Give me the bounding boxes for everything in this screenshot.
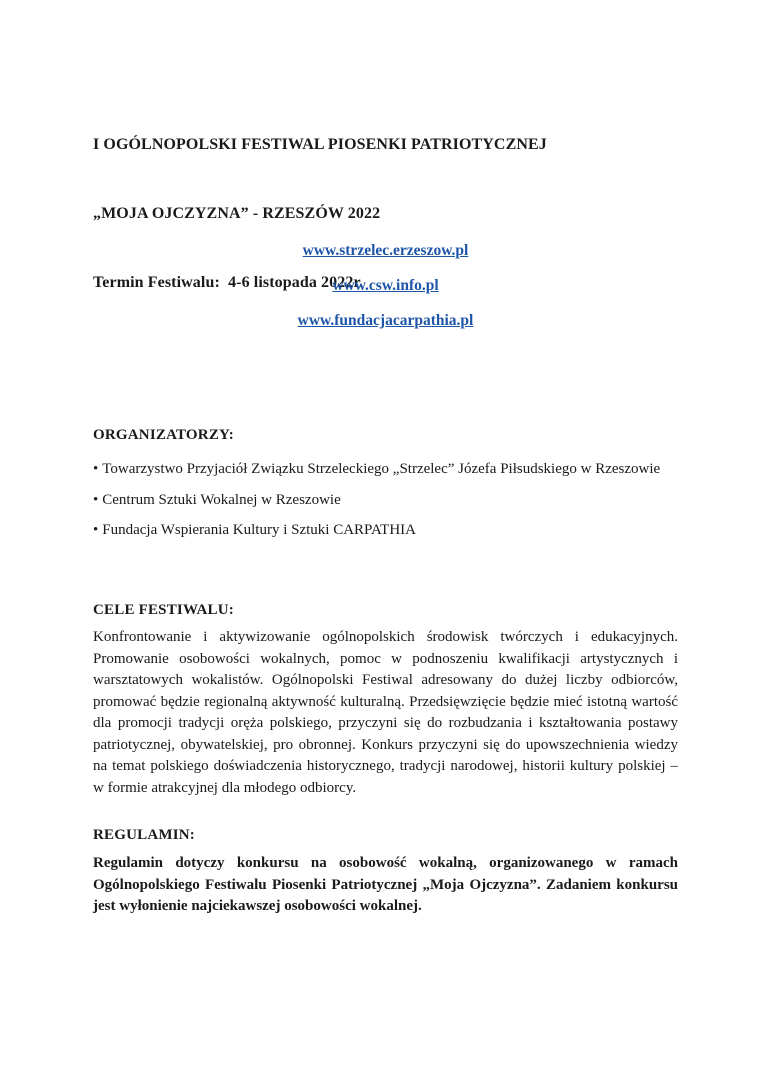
link-row: [93, 311, 678, 331]
organizer-item-text: Fundacja Wspierania Kultury i Sztuki CARPATHIA: [102, 522, 416, 538]
regulations-paragraph: Regulamin dotyczy konkursu na osobowość wokalną, organizowanego w ramach Ogólnopolskiego Festiwalu Piosenki Patriotycznej „Moja Ojczyzna”. Zadaniem konkursu jest wyłonienie najciekawszej osobowości wokalnej.: [93, 855, 678, 914]
organizer-item: [93, 490, 678, 512]
link-strzelec[interactable]: www.strzelec.erzeszow.pl: [302, 242, 469, 259]
title-line-2: „MOJA OJCZYZNA” - RZESZÓW 2022: [93, 205, 381, 222]
link-row: [93, 241, 678, 261]
organizer-list: [93, 459, 678, 551]
bullet-icon: •: [93, 461, 99, 477]
organizer-item-text: Towarzystwo Przyjaciół Związku Strzeleckiego „Strzelec” Józefa Piłsudskiego w Rzeszowie: [102, 461, 661, 477]
goals-heading: CELE FESTIWALU:: [93, 602, 234, 618]
title-line-1: I OGÓLNOPOLSKI FESTIWAL PIOSENKI PATRIOTYCZNEJ: [93, 136, 547, 153]
link-csw[interactable]: www.csw.info.pl: [332, 277, 439, 294]
goals-paragraph: Konfrontowanie i aktywizowanie ogólnopolskich środowisk twórczych i edukacyjnych. Promowanie osobowości wokalnych, pomoc w podnoszeniu kwalifikacji artystycznych i warsztatowych wokalistów. Ogólnopolski Festiwal adresowany do dużej liczby odbiorców, promować będzie regionalną aktywność kulturalną. Przedsięwzięcie będzie mieć istotną wartość dla promocji tradycji oręża polskiego, przyczyni się do rozbudzania i kształtowania postawy patriotycznej, obywatelskiej, pro obronnej. Konkurs przyczyni się do upowszechnienia wiedzy na temat polskiego doświadczenia historycznego, tradycji narodowej, historii kultury polskiej – w formie atrakcyjnej dla młodego odbiorcy.: [93, 629, 678, 796]
title-line-3: Termin Festiwalu: 4-6 listopada 2022r.: [93, 274, 364, 291]
links-block: [93, 241, 678, 346]
link-row: [93, 276, 678, 296]
organizer-item-text: Centrum Sztuki Wokalnej w Rzeszowie: [102, 491, 341, 508]
bullet-icon: •: [93, 522, 99, 538]
organizer-item: [93, 459, 678, 481]
regulations-heading: REGULAMIN:: [93, 827, 195, 843]
link-fundacja[interactable]: www.fundacjacarpathia.pl: [297, 312, 474, 329]
organizers-heading: ORGANIZATORZY:: [93, 427, 234, 443]
bullet-icon: •: [93, 491, 99, 508]
organizer-item: [93, 520, 678, 542]
